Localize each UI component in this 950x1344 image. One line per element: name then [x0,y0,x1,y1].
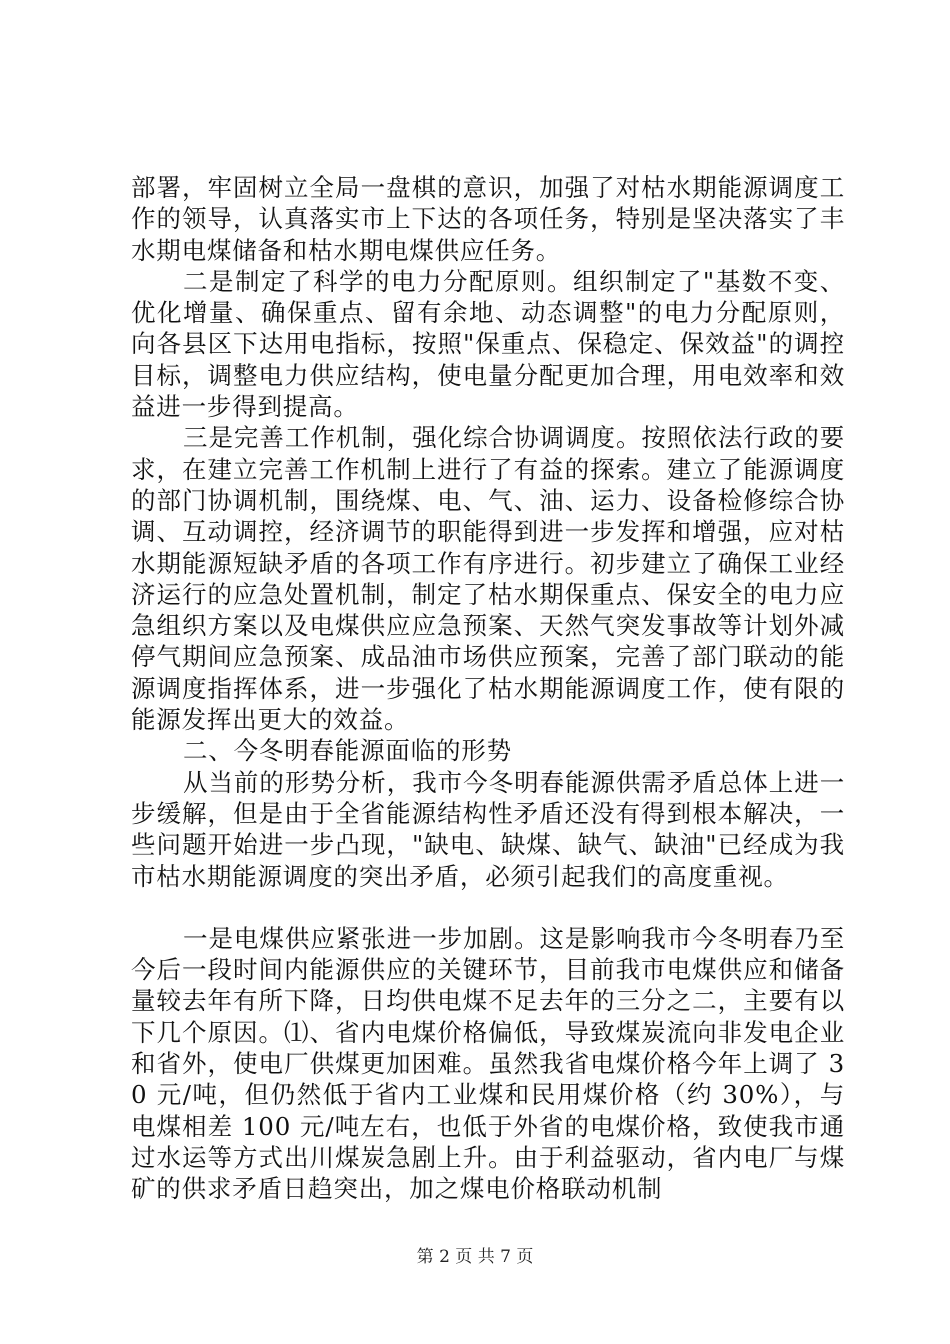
paragraph-spacer [131,892,845,923]
page-number-footer: 第 2 页 共 7 页 [416,1247,534,1267]
paragraph-work-mechanism: 三是完善工作机制，强化综合协调调度。按照依法行政的要求，在建立完善工作机制上进行了有益的探索。建立了能源调度的部门协调机制，围绕煤、电、气、油、运力、设备检修综合协调、互动调控，经济调节的职能得到进一步发挥和增强，应对枯水期能源短缺矛盾的各项工作有序进行。初步建立了确保工业经济运行的应急处置机制，制定了枯水期保重点、保安全的电力应急组织方案以及电煤供应应急预案、天然气突发事故等计划外减停气期间应急预案、成品油市场供应预案，完善了部门联动的能源调度指挥体系，进一步强化了枯水期能源调度工作，使有限的能源发挥出更大的效益。 [131,423,845,735]
section-heading: 二、今冬明春能源面临的形势 [183,736,512,766]
document-body [131,172,845,1205]
paragraph-continuation: 部署，牢固树立全局一盘棋的意识，加强了对枯水期能源调度工作的领导，认真落实市上下达的各项任务，特别是坚决落实了丰水期电煤储备和枯水期电煤供应任务。 [131,173,845,265]
paragraph-coal-supply: 一是电煤供应紧张进一步加剧。这是影响我市今冬明春乃至今后一段时间内能源供应的关键环节，目前我市电煤供应和储备量较去年有所下降，日均供电煤不足去年的三分之二，主要有以下几个原因。⑴、省内电煤价格偏低，导致煤炭流向非发电企业和省外，使电厂供煤更加困难。虽然我省电煤价格今年上调了 30 元/吨，但仍然低于省内工业煤和民用煤价格（约 30%），与电煤相差 100 元/吨左右，也低于外省的电煤价格，致使我市通过水运等方式出川煤炭急剧上升。由于利益驱动，省内电厂与煤矿的供求矛盾日趋突出，加之煤电价格联动机制 [131,923,845,1204]
paragraph-situation-analysis: 从当前的形势分析，我市今冬明春能源供需矛盾总体上进一步缓解，但是由于全省能源结构性矛盾还没有得到根本解决，一些问题开始进一步凸现，"缺电、缺煤、缺气、缺油"已经成为我市枯水期能源调度的突出矛盾，必须引起我们的高度重视。 [131,767,845,891]
paragraph-power-allocation: 二是制定了科学的电力分配原则。组织制定了"基数不变、优化增量、确保重点、留有余地、动态调整"的电力分配原则，向各县区下达用电指标，按照"保重点、保稳定、保效益"的调控目标，调整电力供应结构，使电量分配更加合理，用电效率和效益进一步得到提高。 [131,266,845,422]
